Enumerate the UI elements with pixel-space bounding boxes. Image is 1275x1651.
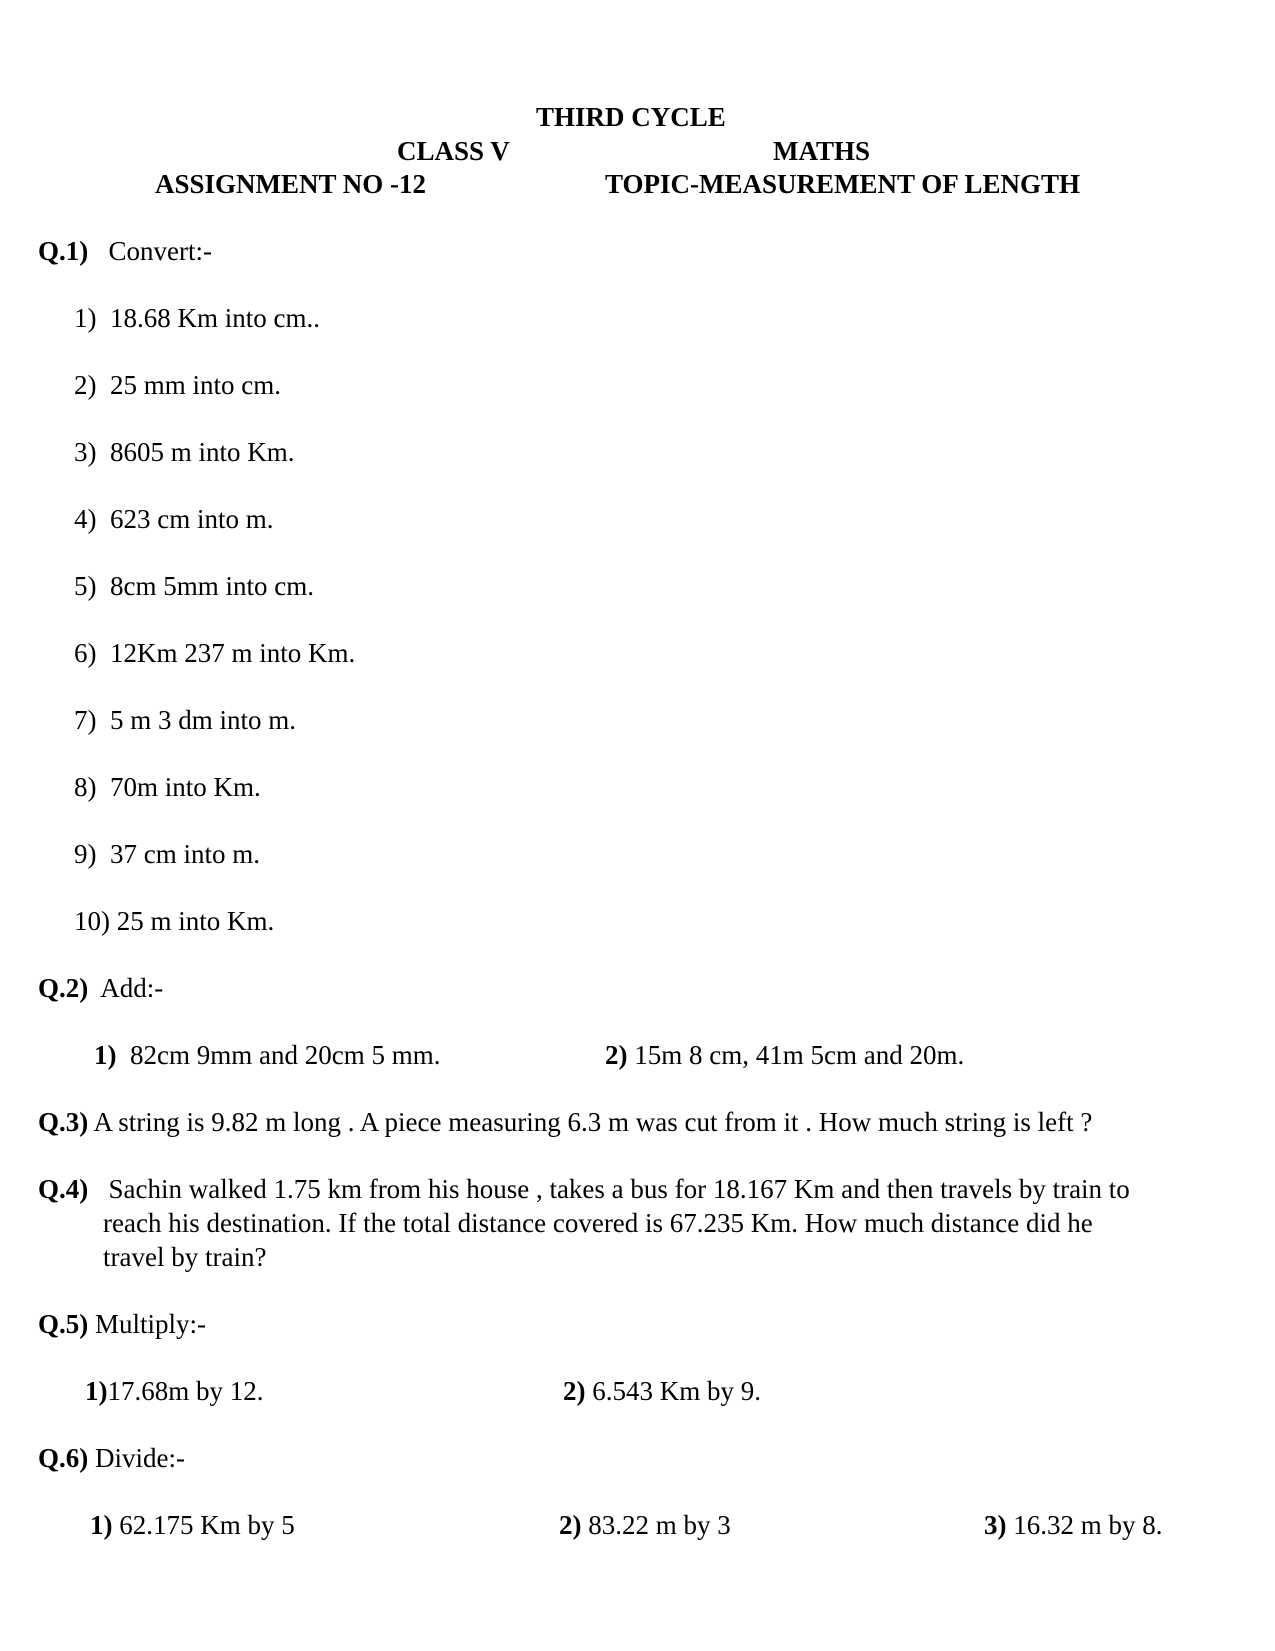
q1-item-4: 4) 623 cm into m. [74, 504, 274, 534]
q6-item-1: 1) 62.175 Km by 5 [90, 1510, 295, 1540]
header-subject: MATHS [773, 136, 871, 166]
header-class: CLASS V [397, 136, 510, 166]
question-5-title: Multiply:- [95, 1309, 207, 1339]
question-1-label: Q.1) [38, 236, 89, 266]
q6-item-2: 2) 83.22 m by 3 [559, 1510, 731, 1540]
question-3-text: A string is 9.82 m long . A piece measuring 6.3 m was cut from it . How much string is left ? [93, 1107, 1093, 1137]
question-4-line-3: travel by train? [103, 1242, 267, 1272]
q1-item-8: 8) 70m into Km. [74, 772, 261, 802]
question-3-label: Q.3) [38, 1107, 89, 1137]
header-topic: TOPIC-MEASUREMENT OF LENGTH [605, 169, 1081, 199]
question-6-heading [38, 1445, 185, 1472]
question-1-heading [38, 238, 212, 265]
q2-item-1: 1) 82cm 9mm and 20cm 5 mm. [94, 1040, 441, 1070]
q5-item-2: 2) 6.543 Km by 9. [563, 1376, 761, 1406]
q1-item-1: 1) 18.68 Km into cm.. [74, 303, 320, 333]
question-1-title: Convert:- [108, 236, 212, 266]
q1-item-9: 9) 37 cm into m. [74, 839, 260, 869]
q1-item-10: 10) 25 m into Km. [74, 906, 275, 936]
q5-item-1: 1)17.68m by 12. [85, 1376, 264, 1406]
q2-item-2: 2) 15m 8 cm, 41m 5cm and 20m. [605, 1040, 965, 1070]
question-6-label: Q.6) [38, 1443, 89, 1473]
header-cycle: THIRD CYCLE [536, 102, 726, 132]
q1-item-5: 5) 8cm 5mm into cm. [74, 571, 314, 601]
header-assignment: ASSIGNMENT NO -12 [155, 169, 427, 199]
question-4-label: Q.4) [38, 1174, 89, 1204]
question-5-label: Q.5) [38, 1309, 89, 1339]
question-6-title: Divide:- [95, 1443, 185, 1473]
question-4-line-1: Q.4) Sachin walked 1.75 km from his house , takes a bus for 18.167 Km and then travels by train to [38, 1174, 1130, 1204]
question-2-label: Q.2) [38, 973, 89, 1003]
q1-item-7: 7) 5 m 3 dm into m. [74, 705, 297, 735]
question-2-heading [38, 975, 163, 1002]
q1-item-6: 6) 12Km 237 m into Km. [74, 638, 356, 668]
q1-item-2: 2) 25 mm into cm. [74, 370, 281, 400]
q6-item-3: 3) 16.32 m by 8. [984, 1510, 1163, 1540]
q1-item-3: 3) 8605 m into Km. [74, 437, 295, 467]
question-3 [38, 1109, 1092, 1136]
question-5-heading [38, 1311, 206, 1338]
question-2-title: Add:- [100, 973, 164, 1003]
question-4-line-2: reach his destination. If the total distance covered is 67.235 Km. How much distance did he [103, 1208, 1093, 1238]
